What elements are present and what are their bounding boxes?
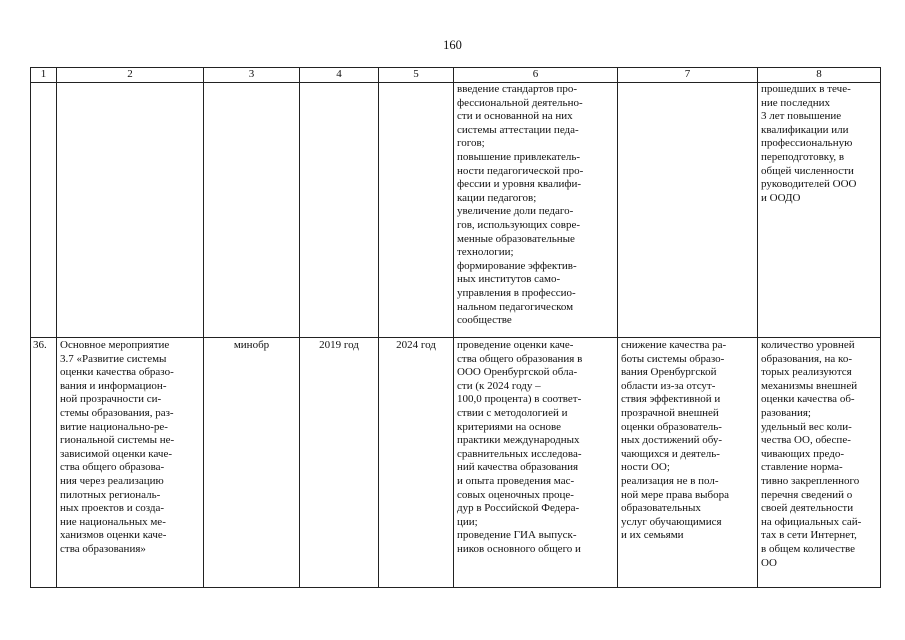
cell-text-line: ства общего образования в (457, 352, 583, 365)
cell-text-line: 3 лет повышение (761, 110, 842, 123)
cell-text-line: ООО Оренбургской обла- (457, 366, 578, 379)
cell-text-line: формирование эффектив- (457, 259, 577, 272)
cell-text-line: ние последних (761, 96, 831, 109)
column-number-5: 5 (379, 68, 454, 83)
column-number-header-row (31, 68, 881, 83)
cell-text-line: на официальных сай- (761, 515, 862, 528)
cell-text-line: системы аттестации педа- (457, 123, 579, 136)
cell-text-line: введение стандартов про- (457, 83, 578, 95)
cell-text-line: и опыта проведения мас- (457, 474, 575, 487)
cell-text-line: боты системы образо- (621, 352, 725, 365)
column-number-4: 4 (300, 68, 379, 83)
row-number: 36. (31, 338, 57, 588)
cell-empty (379, 83, 454, 338)
cell-text-line: чающихся и деятель- (621, 447, 720, 460)
cell-text-line: 100,0 процента) в соответ- (457, 393, 582, 406)
cell-text-line: пилотных региональ- (60, 488, 161, 501)
cell-text-line: удельный вес коли- (761, 420, 852, 433)
cell-text-line: снижение качества ра- (621, 339, 727, 351)
cell-text-line: переподготовку, в (761, 150, 845, 163)
cell-text-line: дур в Российской Федера- (457, 502, 580, 515)
column-number-6: 6 (454, 68, 618, 83)
end-date-cell: 2024 год (379, 338, 454, 588)
column-number-3: 3 (204, 68, 300, 83)
cell-empty (204, 83, 300, 338)
cell-text-line: гов, использующих совре- (457, 218, 581, 231)
cell-text-line: менные образовательные (457, 232, 575, 245)
cell-text-line: технологии; (457, 246, 514, 259)
table-row-36 (31, 338, 881, 588)
cell-text-line: в общем количестве (761, 542, 856, 555)
cell-text-line: реализация не в пол- (621, 474, 719, 487)
cell-text-line: ний качества образования (457, 461, 579, 474)
expected-results-cell (454, 338, 618, 588)
cell-text-line: ние национальных ме- (60, 515, 166, 528)
cell-text-line: ных институтов само- (457, 273, 561, 286)
cell-text-line: нальном педагогическом (457, 300, 574, 313)
cell-text-line: сообществе (457, 314, 512, 327)
cell-text-line: прозрачной внешней (621, 406, 719, 419)
cell-text-line: ников основного общего и (457, 542, 581, 555)
cell-text-line: ханизмов оценки каче- (60, 529, 167, 542)
indicators-cell (758, 338, 881, 588)
column-number-2: 2 (57, 68, 204, 83)
activity-name-cell (57, 338, 204, 588)
cell-empty (57, 83, 204, 338)
cell-text-line: ной мере права выбора (621, 488, 730, 501)
column-number-8: 8 (758, 68, 881, 83)
program-activities-table (30, 67, 881, 588)
cell-text-line: области из-за отсут- (621, 379, 716, 392)
cell-text-line: стемы образования, раз- (60, 406, 174, 419)
cell-text-line: проведение оценки каче- (457, 339, 574, 351)
executor-cell: минобр (204, 338, 300, 588)
cell-text-line: и ООДО (761, 191, 801, 204)
cell-empty (618, 83, 758, 338)
cell-text-line: ной прозрачности си- (60, 393, 162, 406)
cell-text-line: услуг обучающимися (621, 515, 722, 528)
cell-text-line: ности педагогической про- (457, 164, 584, 177)
cell-text-line: вания и информацион- (60, 379, 167, 392)
cell-text-line: образовательных (621, 502, 701, 515)
cell-text-line: Основное мероприятие (60, 339, 170, 351)
cell-text-line: тах в сети Интернет, (761, 529, 857, 542)
cell-text-line: ствия эффективной и (621, 393, 721, 406)
cell-text-line: руководителей ООО (761, 178, 857, 191)
indicators-cell (758, 83, 881, 338)
cell-text-line: количество уровней (761, 339, 855, 351)
cell-text-line: витие национально-ре- (60, 420, 168, 433)
cell-text-line: критериями на основе (457, 420, 562, 433)
column-number-1: 1 (31, 68, 57, 83)
cell-text-line: повышение привлекатель- (457, 150, 581, 163)
cell-text-line: перечня сведений о (761, 488, 853, 501)
cell-text-line: вания Оренбургской (621, 366, 717, 379)
start-date-cell: 2019 год (300, 338, 379, 588)
cell-text-line: торых реализуются (761, 366, 852, 379)
cell-text-line: увеличение доли педаго- (457, 205, 574, 218)
cell-text-line: чивающих предо- (761, 447, 845, 460)
cell-text-line: ства образования» (60, 542, 146, 555)
cell-text-line: ставление норма- (761, 461, 843, 474)
cell-text-line: механизмы внешней (761, 379, 858, 392)
cell-text-line: и их семьями (621, 529, 684, 542)
cell-text-line: кации педагогов; (457, 191, 537, 204)
table-row-continued (31, 83, 881, 338)
cell-text-line: ОО (761, 556, 777, 569)
cell-text-line: ния через реализацию (60, 474, 164, 487)
cell-text-line: ства общего образова- (60, 461, 165, 474)
cell-text-line: общей численности (761, 164, 854, 177)
cell-text-line: тивно закрепленного (761, 474, 860, 487)
cell-text-line: фессиональной деятельно- (457, 96, 583, 109)
cell-text-line: своей деятельности (761, 502, 854, 515)
cell-text-line: гиональной системы не- (60, 434, 175, 447)
cell-text-line: ных достижений обу- (621, 434, 723, 447)
cell-text-line: зависимой оценки каче- (60, 447, 173, 460)
cell-text-line: сти и основанной на них (457, 110, 573, 123)
cell-text-line: гогов; (457, 137, 485, 150)
cell-text-line: квалификации или (761, 123, 849, 136)
cell-text-line: оценки образователь- (621, 420, 722, 433)
cell-text-line: сравнительных исследова- (457, 447, 582, 460)
cell-text-line: разования; (761, 406, 811, 419)
cell-text-line: оценки качества об- (761, 393, 855, 406)
cell-text-line: ствии с методологией и (457, 406, 568, 419)
cell-text-line: образования, на ко- (761, 352, 852, 365)
cell-text-line: ции; (457, 515, 478, 528)
cell-empty (300, 83, 379, 338)
cell-text-line: управления в профессио- (457, 286, 576, 299)
consequences-cell (618, 338, 758, 588)
cell-text-line: совых оценочных проце- (457, 488, 574, 501)
cell-text-line: практики международных (457, 434, 580, 447)
cell-text-line: сти (к 2024 году – (457, 379, 541, 392)
cell-text-line: оценки качества образо- (60, 366, 174, 379)
cell-text-line: проведение ГИА выпуск- (457, 529, 577, 542)
cell-empty (31, 83, 57, 338)
expected-results-cell (454, 83, 618, 338)
cell-text-line: 3.7 «Развитие системы (60, 352, 167, 365)
cell-text-line: фессии и уровня квалифи- (457, 178, 582, 191)
cell-text-line: профессиональную (761, 137, 853, 150)
cell-text-line: чества ОО, обеспе- (761, 434, 851, 447)
cell-text-line: ности ОО; (621, 461, 670, 474)
cell-text-line: ных проектов и созда- (60, 502, 165, 515)
column-number-7: 7 (618, 68, 758, 83)
cell-text-line: прошедших в тече- (761, 83, 851, 95)
page-number: 160 (443, 38, 462, 52)
